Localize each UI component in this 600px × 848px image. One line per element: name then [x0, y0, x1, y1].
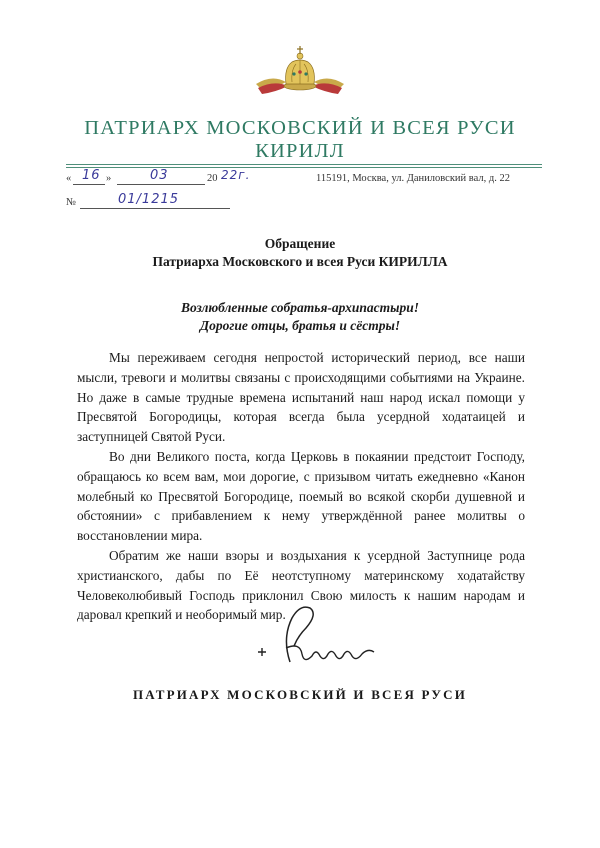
- date-quote-close: »: [106, 173, 112, 184]
- date-day: 16: [82, 168, 101, 183]
- date-month: 03: [150, 168, 169, 183]
- document-number: 01/1215: [118, 192, 180, 207]
- date-quote-open: «: [66, 173, 72, 184]
- footer-title: ПАТРИАРХ МОСКОВСКИЙ И ВСЕЯ РУСИ: [132, 687, 468, 702]
- date-month-underline: [117, 184, 205, 185]
- letterhead-title: ПАТРИАРХ МОСКОВСКИЙ И ВСЕЯ РУСИ: [84, 117, 516, 139]
- paragraph: Мы переживаем сегодня непростой исторический период, все наши мысли, тревоги и молитвы связаны с происходящими событиями на Украине. Но даже в самые трудные времена испытаний наш народ искал помощи у Пресвятой Богородицы, которая всегда была усердной ходатаицей и заступницей Святой Руси.: [77, 350, 525, 445]
- letterhead-divider: [66, 167, 542, 168]
- date-year-suffix: 22г.: [221, 168, 251, 182]
- paragraph: Во дни Великого поста, когда Церковь в покаянии предстоит Господу, обращаюсь ко всем вам, мои дорогие, с призывом читать ежедневно «Канон молебный ко Пресвятой Богородице, поемый во всякой скорби душевной и обстоянии» с прибавлением к нему утверждённой ранее молитвы о восстановлении мира.: [77, 448, 525, 544]
- handwritten-signature-icon: [240, 598, 390, 678]
- number-label: №: [66, 197, 77, 208]
- paragraph: Обратим же наши взоры и воздыхания к усердной Заступнице рода христианского, дабы по Её неотступному материнскому ходатайству Человеколюбивый Господь приклонил Свою милость к нашим народам и даровал крепкий и необоримый мир.: [77, 547, 525, 623]
- letter-body: [77, 348, 525, 625]
- letterhead-divider: [66, 164, 542, 165]
- number-underline: [80, 208, 230, 209]
- document-subheading: Патриарха Московского и всея Руси КИРИЛЛА: [152, 254, 448, 269]
- salutation-line1: Возлюбленные собратья-архипастыри!: [180, 300, 420, 315]
- patriarchal-crown-icon: [252, 44, 348, 96]
- document-heading: Обращение: [264, 236, 336, 251]
- address: 115191, Москва, ул. Даниловский вал, д. 22: [316, 173, 510, 184]
- letterhead-name: КИРИЛЛ: [255, 140, 345, 162]
- date-year-prefix: 20: [207, 173, 218, 184]
- salutation-line2: Дорогие отцы, братья и сёстры!: [199, 318, 401, 333]
- date-day-underline: [73, 184, 105, 185]
